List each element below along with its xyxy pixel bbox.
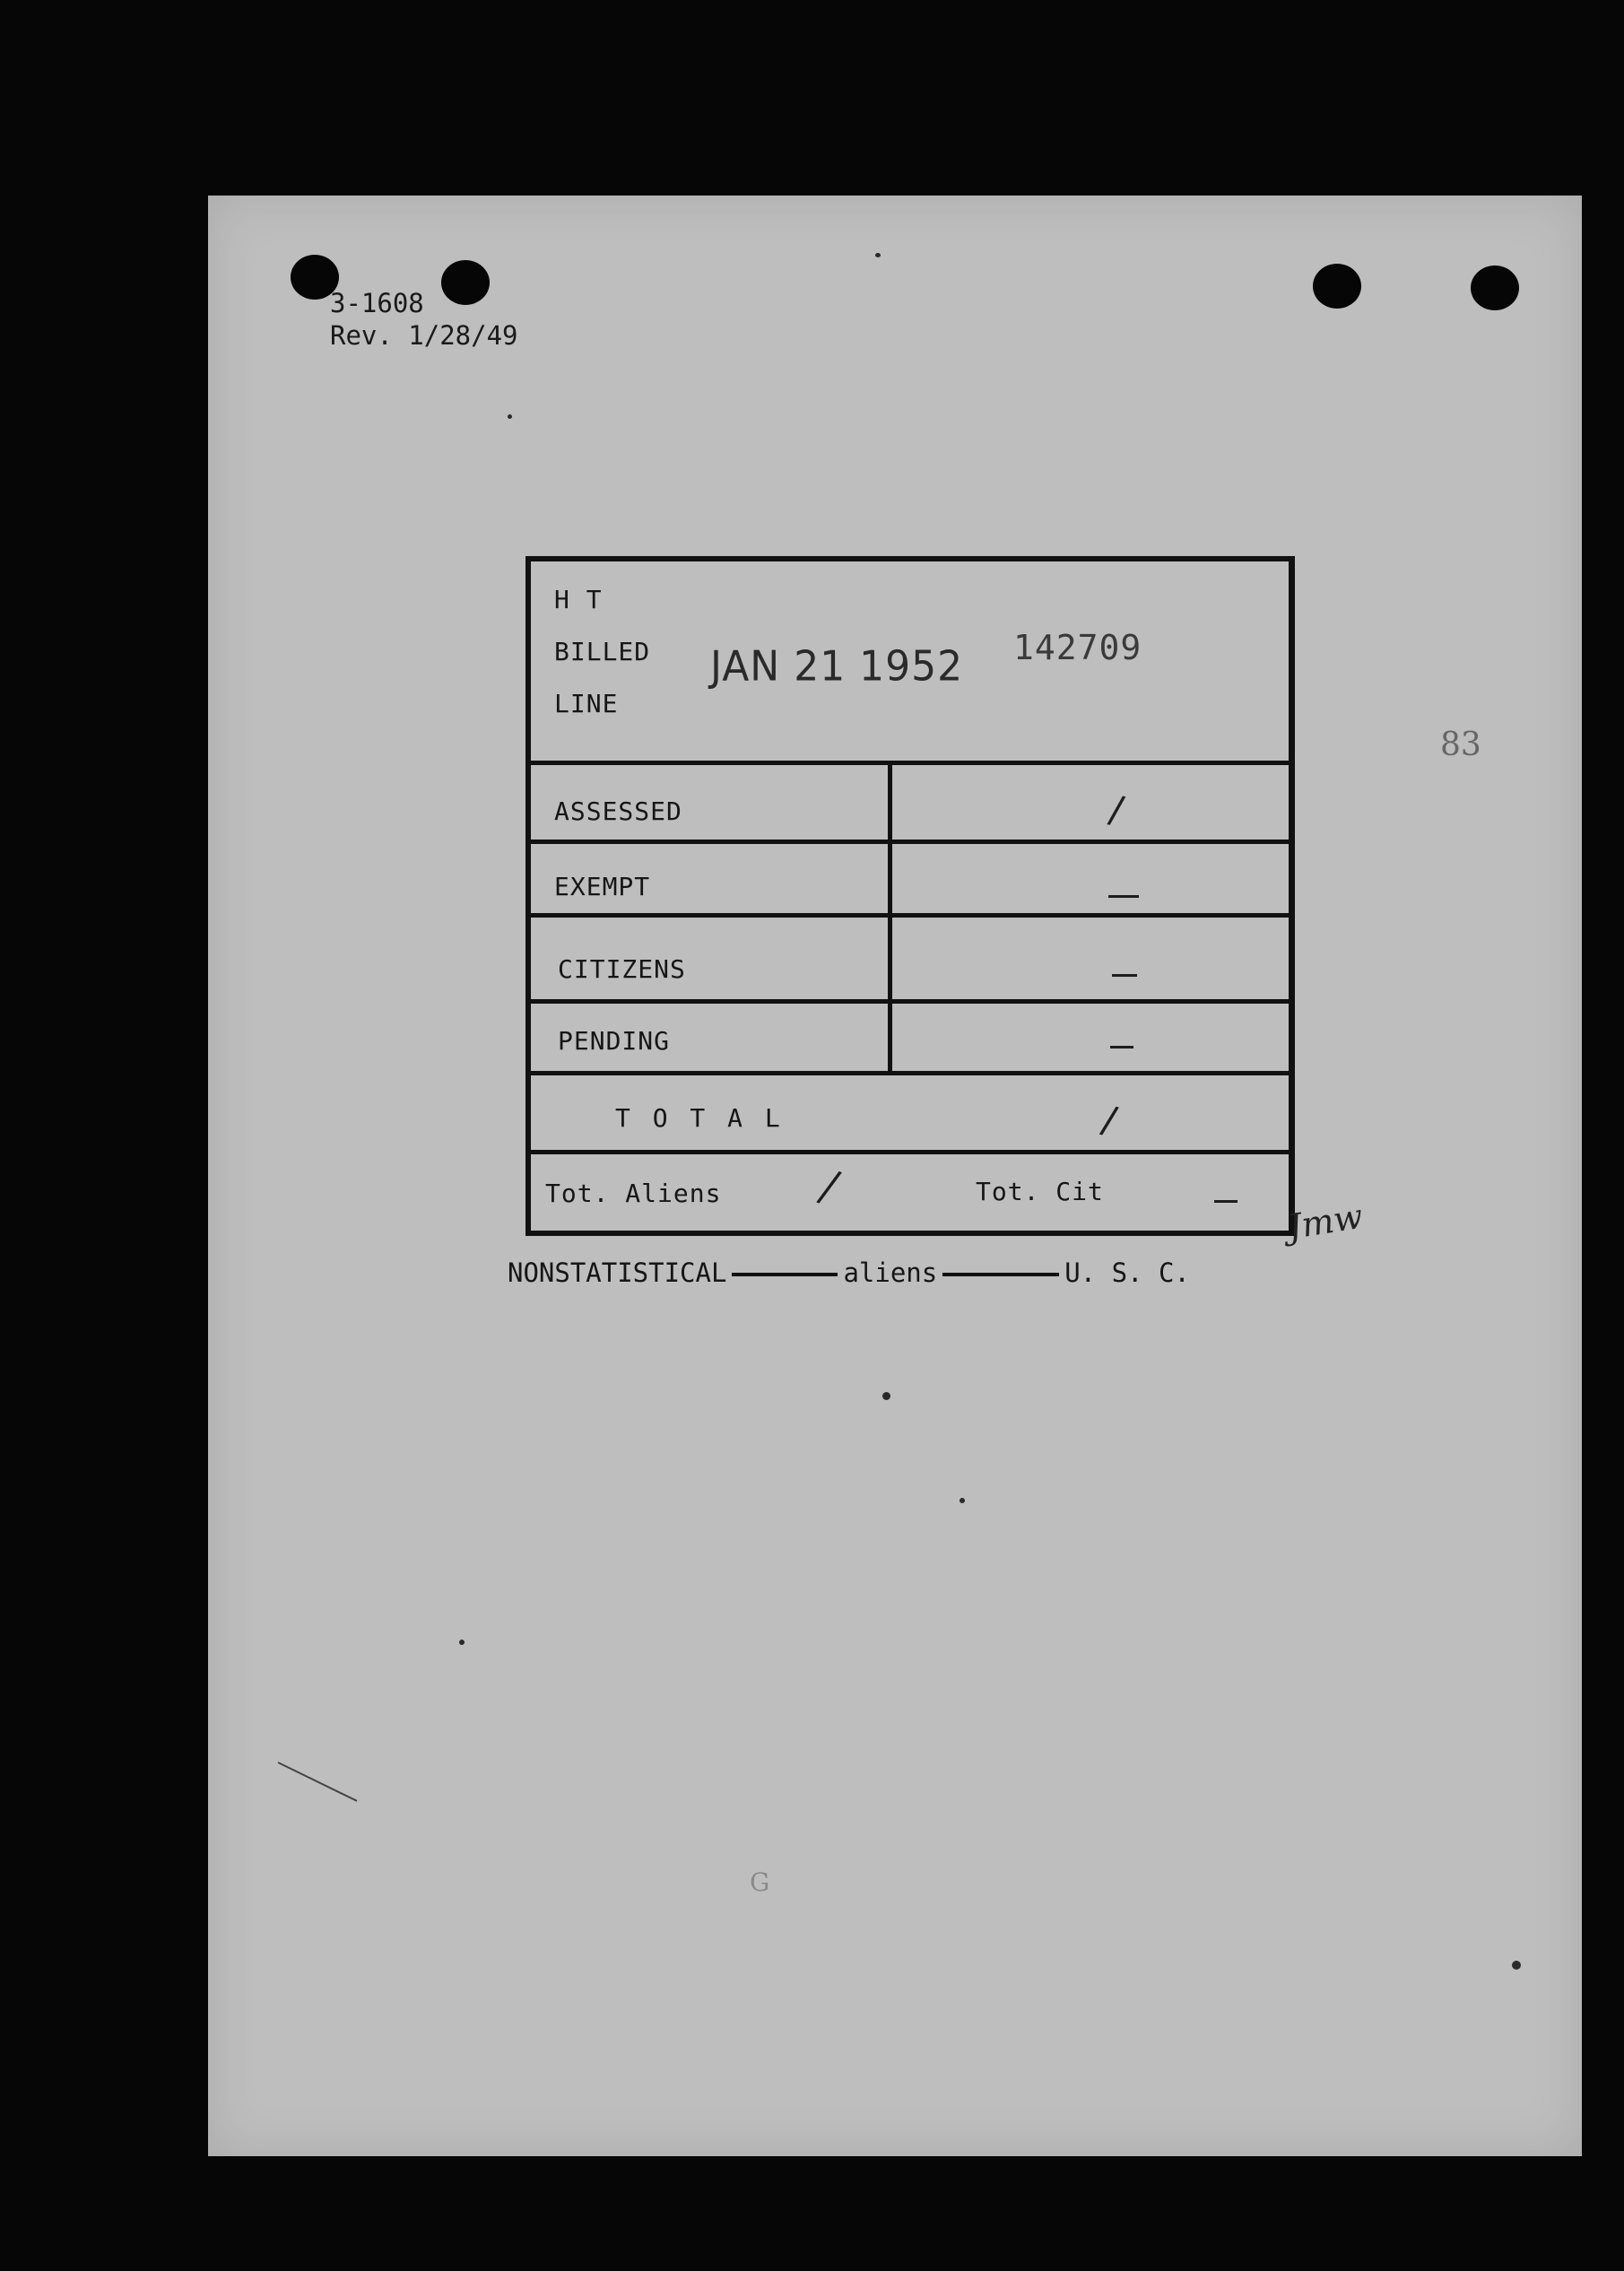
row-label-exempt: EXEMPT bbox=[554, 872, 651, 901]
divider bbox=[531, 999, 1290, 1004]
tally-dash-citizens bbox=[1112, 974, 1137, 977]
blank-line bbox=[942, 1273, 1059, 1276]
margin-number: 83 bbox=[1440, 727, 1481, 763]
total-label: T O T A L bbox=[615, 1103, 784, 1133]
tally-dash-pending bbox=[1110, 1046, 1133, 1048]
speck bbox=[882, 1392, 890, 1400]
number-stamp: 142709 bbox=[1013, 628, 1142, 667]
nonstatistical-label: NONSTATISTICAL bbox=[508, 1257, 727, 1288]
document-page bbox=[208, 196, 1582, 2156]
punch-hole bbox=[1313, 264, 1361, 309]
divider bbox=[531, 761, 1290, 765]
total-aliens-label: Tot. Aliens bbox=[545, 1179, 722, 1208]
tally-form bbox=[525, 556, 1295, 1236]
divider bbox=[531, 840, 1290, 844]
scratch-mark bbox=[278, 1762, 358, 1802]
punch-hole bbox=[1471, 265, 1519, 310]
tally-dash-exempt bbox=[1108, 895, 1139, 898]
speck bbox=[508, 414, 512, 419]
faint-mark: G bbox=[750, 1867, 770, 1897]
row-label-assessed: ASSESSED bbox=[554, 796, 682, 826]
tally-mark-total: / bbox=[1098, 1097, 1121, 1143]
speck bbox=[875, 253, 881, 257]
form-identifier bbox=[330, 287, 518, 352]
tally-mark-aliens: / bbox=[813, 1159, 846, 1214]
billed-label: BILLED bbox=[554, 637, 651, 666]
speck bbox=[960, 1498, 965, 1503]
line-label: LINE bbox=[554, 689, 619, 718]
row-label-pending: PENDING bbox=[558, 1026, 671, 1056]
tally-mark-assessed: / bbox=[1106, 787, 1128, 832]
usc-label: U. S. C. bbox=[1064, 1257, 1190, 1288]
date-stamp: JAN 21 1952 bbox=[710, 642, 964, 692]
row-label-citizens: CITIZENS bbox=[558, 954, 686, 984]
form-revision: Rev. 1/28/49 bbox=[330, 320, 518, 351]
blank-line bbox=[732, 1273, 838, 1276]
total-citizens-label: Tot. Cit bbox=[976, 1177, 1104, 1206]
divider bbox=[531, 1150, 1290, 1154]
speck bbox=[459, 1640, 465, 1645]
tally-dash-cit bbox=[1214, 1200, 1238, 1203]
divider bbox=[531, 1071, 1290, 1075]
aliens-label: aliens bbox=[843, 1257, 938, 1288]
ht-label: H T bbox=[554, 585, 603, 614]
speck bbox=[1512, 1961, 1521, 1970]
divider bbox=[531, 913, 1290, 918]
form-number: 3-1608 bbox=[330, 288, 424, 318]
nonstatistical-line bbox=[508, 1257, 1190, 1288]
handwritten-initials: Jmw bbox=[1285, 1196, 1366, 1248]
